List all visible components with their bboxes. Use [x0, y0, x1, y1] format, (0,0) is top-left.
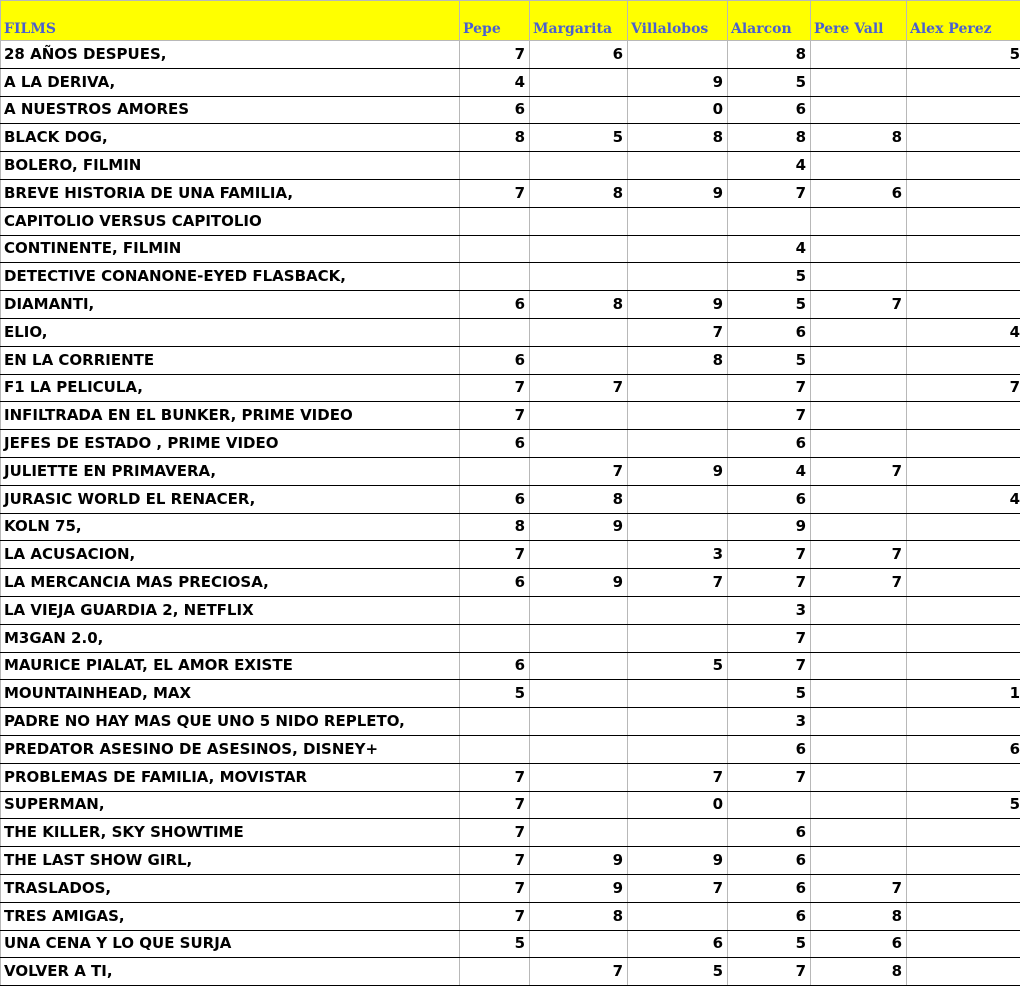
pepe-score-cell[interactable]: 7 [460, 819, 530, 847]
table-row [1, 958, 1020, 986]
alarcon-score-cell[interactable]: 6 [728, 902, 811, 930]
pere-vall-score-cell[interactable] [811, 791, 907, 819]
pere-vall-score-cell[interactable] [811, 207, 907, 235]
alex-perez-score-cell[interactable]: 4 [907, 485, 1020, 513]
margarita-score-cell[interactable] [530, 791, 628, 819]
table-row [1, 513, 1020, 541]
villalobos-score-cell[interactable] [628, 680, 728, 708]
pepe-score-cell[interactable] [460, 457, 530, 485]
pepe-score-cell[interactable]: 5 [460, 680, 530, 708]
margarita-score-cell[interactable] [530, 819, 628, 847]
villalobos-score-cell[interactable]: 9 [628, 847, 728, 875]
pepe-score-cell[interactable] [460, 958, 530, 986]
pere-vall-score-cell[interactable]: 8 [811, 958, 907, 986]
pere-vall-score-cell[interactable] [811, 819, 907, 847]
film-title-cell[interactable]: JULIETTE EN PRIMAVERA, [1, 457, 460, 485]
pepe-score-cell[interactable]: 6 [460, 346, 530, 374]
column-header-alarcon[interactable]: Alarcon [728, 1, 811, 41]
film-title-cell[interactable]: BLACK DOG, [1, 124, 460, 152]
margarita-score-cell[interactable] [530, 930, 628, 958]
table-row [1, 430, 1020, 458]
film-title-cell[interactable]: PROBLEMAS DE FAMILIA, MOVISTAR [1, 763, 460, 791]
villalobos-score-cell[interactable] [628, 624, 728, 652]
table-row [1, 179, 1020, 207]
alarcon-score-cell[interactable]: 6 [728, 847, 811, 875]
pepe-score-cell[interactable]: 8 [460, 513, 530, 541]
alarcon-score-cell[interactable]: 8 [728, 41, 811, 69]
table-row [1, 68, 1020, 96]
pepe-score-cell[interactable]: 6 [460, 430, 530, 458]
pere-vall-score-cell[interactable]: 7 [811, 291, 907, 319]
pepe-score-cell[interactable] [460, 235, 530, 263]
alex-perez-score-cell[interactable] [907, 819, 1020, 847]
alex-perez-score-cell[interactable] [907, 708, 1020, 736]
pepe-score-cell[interactable]: 7 [460, 41, 530, 69]
villalobos-score-cell[interactable] [628, 485, 728, 513]
margarita-score-cell[interactable]: 7 [530, 958, 628, 986]
film-title-cell[interactable]: LA ACUSACION, [1, 541, 460, 569]
alarcon-score-cell[interactable]: 6 [728, 735, 811, 763]
pere-vall-score-cell[interactable] [811, 318, 907, 346]
alex-perez-score-cell[interactable] [907, 152, 1020, 180]
alarcon-score-cell[interactable]: 7 [728, 402, 811, 430]
alex-perez-score-cell[interactable]: 7 [907, 374, 1020, 402]
pepe-score-cell[interactable] [460, 263, 530, 291]
margarita-score-cell[interactable]: 9 [530, 569, 628, 597]
table-row [1, 763, 1020, 791]
film-title-cell[interactable]: CAPITOLIO VERSUS CAPITOLIO [1, 207, 460, 235]
margarita-score-cell[interactable] [530, 708, 628, 736]
villalobos-score-cell[interactable]: 3 [628, 541, 728, 569]
margarita-score-cell[interactable]: 8 [530, 179, 628, 207]
alarcon-score-cell[interactable]: 5 [728, 346, 811, 374]
pere-vall-score-cell[interactable] [811, 402, 907, 430]
table-row [1, 541, 1020, 569]
margarita-score-cell[interactable]: 8 [530, 485, 628, 513]
pepe-score-cell[interactable]: 7 [460, 874, 530, 902]
margarita-score-cell[interactable] [530, 763, 628, 791]
alex-perez-score-cell[interactable] [907, 513, 1020, 541]
table-row [1, 874, 1020, 902]
alarcon-score-cell[interactable]: 3 [728, 596, 811, 624]
margarita-score-cell[interactable] [530, 68, 628, 96]
alex-perez-score-cell[interactable] [907, 96, 1020, 124]
pepe-score-cell[interactable]: 7 [460, 791, 530, 819]
villalobos-score-cell[interactable] [628, 374, 728, 402]
table-row [1, 819, 1020, 847]
alex-perez-score-cell[interactable] [907, 179, 1020, 207]
pepe-score-cell[interactable]: 7 [460, 763, 530, 791]
pere-vall-score-cell[interactable] [811, 346, 907, 374]
pepe-score-cell[interactable] [460, 318, 530, 346]
film-title-cell[interactable]: A LA DERIVA, [1, 68, 460, 96]
pepe-score-cell[interactable]: 4 [460, 68, 530, 96]
villalobos-score-cell[interactable]: 8 [628, 346, 728, 374]
pepe-score-cell[interactable]: 6 [460, 96, 530, 124]
pepe-score-cell[interactable]: 7 [460, 847, 530, 875]
film-title-cell[interactable]: THE LAST SHOW GIRL, [1, 847, 460, 875]
margarita-score-cell[interactable]: 8 [530, 291, 628, 319]
column-header-pere-vall[interactable]: Pere Vall [811, 1, 907, 41]
table-row [1, 291, 1020, 319]
villalobos-score-cell[interactable] [628, 902, 728, 930]
alex-perez-score-cell[interactable] [907, 402, 1020, 430]
pere-vall-score-cell[interactable] [811, 263, 907, 291]
villalobos-score-cell[interactable]: 9 [628, 457, 728, 485]
pere-vall-score-cell[interactable] [811, 680, 907, 708]
pere-vall-score-cell[interactable]: 6 [811, 930, 907, 958]
film-title-cell[interactable]: VOLVER A TI, [1, 958, 460, 986]
table-row [1, 346, 1020, 374]
column-header-pepe[interactable]: Pepe [460, 1, 530, 41]
film-title-cell[interactable]: JURASIC WORLD EL RENACER, [1, 485, 460, 513]
villalobos-score-cell[interactable]: 9 [628, 179, 728, 207]
pepe-score-cell[interactable] [460, 708, 530, 736]
film-title-cell[interactable]: MAURICE PIALAT, EL AMOR EXISTE [1, 652, 460, 680]
table-row [1, 569, 1020, 597]
pepe-score-cell[interactable] [460, 735, 530, 763]
pere-vall-score-cell[interactable] [811, 96, 907, 124]
alarcon-score-cell[interactable]: 3 [728, 708, 811, 736]
villalobos-score-cell[interactable] [628, 152, 728, 180]
pere-vall-score-cell[interactable] [811, 152, 907, 180]
pere-vall-score-cell[interactable] [811, 763, 907, 791]
pere-vall-score-cell[interactable] [811, 847, 907, 875]
film-title-cell[interactable]: SUPERMAN, [1, 791, 460, 819]
alarcon-score-cell[interactable]: 7 [728, 569, 811, 597]
table-row [1, 652, 1020, 680]
pepe-score-cell[interactable]: 8 [460, 124, 530, 152]
margarita-score-cell[interactable]: 9 [530, 874, 628, 902]
film-rows [1, 41, 1020, 986]
margarita-score-cell[interactable]: 5 [530, 124, 628, 152]
table-row [1, 847, 1020, 875]
alex-perez-score-cell[interactable] [907, 124, 1020, 152]
alex-perez-score-cell[interactable]: 4 [907, 318, 1020, 346]
margarita-score-cell[interactable]: 6 [530, 41, 628, 69]
film-title-cell[interactable]: BOLERO, FILMIN [1, 152, 460, 180]
pere-vall-score-cell[interactable] [811, 708, 907, 736]
table-row [1, 124, 1020, 152]
alarcon-score-cell[interactable]: 4 [728, 235, 811, 263]
villalobos-score-cell[interactable]: 6 [628, 930, 728, 958]
alarcon-score-cell[interactable] [728, 207, 811, 235]
margarita-score-cell[interactable]: 7 [530, 457, 628, 485]
pere-vall-score-cell[interactable] [811, 430, 907, 458]
alex-perez-score-cell[interactable] [907, 346, 1020, 374]
alarcon-score-cell[interactable]: 6 [728, 318, 811, 346]
table-row [1, 708, 1020, 736]
pepe-score-cell[interactable]: 7 [460, 541, 530, 569]
pere-vall-score-cell[interactable] [811, 485, 907, 513]
margarita-score-cell[interactable] [530, 652, 628, 680]
table-row [1, 596, 1020, 624]
villalobos-score-cell[interactable] [628, 513, 728, 541]
alex-perez-score-cell[interactable] [907, 763, 1020, 791]
header-row [1, 1, 1020, 41]
film-title-cell[interactable]: F1 LA PELICULA, [1, 374, 460, 402]
alarcon-score-cell[interactable]: 7 [728, 374, 811, 402]
alex-perez-score-cell[interactable] [907, 624, 1020, 652]
pepe-score-cell[interactable]: 7 [460, 179, 530, 207]
table-row [1, 791, 1020, 819]
alarcon-score-cell[interactable]: 8 [728, 124, 811, 152]
pere-vall-score-cell[interactable]: 7 [811, 874, 907, 902]
alex-perez-score-cell[interactable] [907, 291, 1020, 319]
table-row [1, 735, 1020, 763]
table-row [1, 41, 1020, 69]
alex-perez-score-cell[interactable]: 1 [907, 680, 1020, 708]
film-title-cell[interactable]: LA VIEJA GUARDIA 2, NETFLIX [1, 596, 460, 624]
film-title-cell[interactable]: MOUNTAINHEAD, MAX [1, 680, 460, 708]
alex-perez-score-cell[interactable] [907, 958, 1020, 986]
film-title-cell[interactable]: PREDATOR ASESINO DE ASESINOS, DISNEY+ [1, 735, 460, 763]
margarita-score-cell[interactable]: 9 [530, 847, 628, 875]
pere-vall-score-cell[interactable] [811, 41, 907, 69]
margarita-score-cell[interactable] [530, 541, 628, 569]
margarita-score-cell[interactable] [530, 318, 628, 346]
alarcon-score-cell[interactable]: 5 [728, 930, 811, 958]
alarcon-score-cell[interactable]: 7 [728, 958, 811, 986]
villalobos-score-cell[interactable]: 7 [628, 874, 728, 902]
alex-perez-score-cell[interactable] [907, 652, 1020, 680]
villalobos-score-cell[interactable] [628, 263, 728, 291]
pere-vall-score-cell[interactable] [811, 735, 907, 763]
alarcon-score-cell[interactable]: 6 [728, 819, 811, 847]
pepe-score-cell[interactable]: 6 [460, 652, 530, 680]
film-title-cell[interactable]: UNA CENA Y LO QUE SURJA [1, 930, 460, 958]
margarita-score-cell[interactable]: 7 [530, 374, 628, 402]
margarita-score-cell[interactable] [530, 596, 628, 624]
villalobos-score-cell[interactable] [628, 596, 728, 624]
pepe-score-cell[interactable]: 7 [460, 902, 530, 930]
film-title-cell[interactable]: TRASLADOS, [1, 874, 460, 902]
pere-vall-score-cell[interactable]: 7 [811, 541, 907, 569]
pepe-score-cell[interactable] [460, 152, 530, 180]
alex-perez-score-cell[interactable] [907, 430, 1020, 458]
margarita-score-cell[interactable] [530, 207, 628, 235]
alex-perez-score-cell[interactable] [907, 263, 1020, 291]
alex-perez-score-cell[interactable]: 5 [907, 41, 1020, 69]
pere-vall-score-cell[interactable] [811, 374, 907, 402]
table-row [1, 318, 1020, 346]
pepe-score-cell[interactable]: 6 [460, 291, 530, 319]
pere-vall-score-cell[interactable] [811, 513, 907, 541]
table-row [1, 96, 1020, 124]
film-title-cell[interactable]: EN LA CORRIENTE [1, 346, 460, 374]
villalobos-score-cell[interactable]: 9 [628, 68, 728, 96]
table-row [1, 152, 1020, 180]
villalobos-score-cell[interactable] [628, 708, 728, 736]
villalobos-score-cell[interactable] [628, 430, 728, 458]
alarcon-score-cell[interactable]: 5 [728, 291, 811, 319]
alarcon-score-cell[interactable]: 5 [728, 680, 811, 708]
pere-vall-score-cell[interactable]: 8 [811, 124, 907, 152]
alarcon-score-cell[interactable] [728, 791, 811, 819]
alex-perez-score-cell[interactable] [907, 902, 1020, 930]
pere-vall-score-cell[interactable] [811, 652, 907, 680]
villalobos-score-cell[interactable] [628, 819, 728, 847]
margarita-score-cell[interactable] [530, 430, 628, 458]
pepe-score-cell[interactable]: 5 [460, 930, 530, 958]
alarcon-score-cell[interactable]: 6 [728, 96, 811, 124]
column-header-films[interactable]: FILMS [1, 1, 460, 41]
margarita-score-cell[interactable] [530, 680, 628, 708]
pepe-score-cell[interactable] [460, 207, 530, 235]
alarcon-score-cell[interactable]: 6 [728, 874, 811, 902]
pepe-score-cell[interactable] [460, 624, 530, 652]
alex-perez-score-cell[interactable] [907, 930, 1020, 958]
alex-perez-score-cell[interactable] [907, 874, 1020, 902]
villalobos-score-cell[interactable]: 7 [628, 318, 728, 346]
margarita-score-cell[interactable] [530, 263, 628, 291]
film-title-cell[interactable]: CONTINENTE, FILMIN [1, 235, 460, 263]
pere-vall-score-cell[interactable]: 8 [811, 902, 907, 930]
pepe-score-cell[interactable]: 6 [460, 485, 530, 513]
pere-vall-score-cell[interactable] [811, 596, 907, 624]
film-title-cell[interactable]: JEFES DE ESTADO , PRIME VIDEO [1, 430, 460, 458]
film-title-cell[interactable]: PADRE NO HAY MAS QUE UNO 5 NIDO REPLETO, [1, 708, 460, 736]
table-row [1, 930, 1020, 958]
alex-perez-score-cell[interactable] [907, 596, 1020, 624]
pere-vall-score-cell[interactable]: 7 [811, 457, 907, 485]
pepe-score-cell[interactable] [460, 596, 530, 624]
villalobos-score-cell[interactable] [628, 735, 728, 763]
table-row [1, 902, 1020, 930]
villalobos-score-cell[interactable]: 9 [628, 291, 728, 319]
villalobos-score-cell[interactable]: 7 [628, 569, 728, 597]
film-title-cell[interactable]: DIAMANTI, [1, 291, 460, 319]
table-row [1, 485, 1020, 513]
table-row [1, 680, 1020, 708]
alarcon-score-cell[interactable]: 4 [728, 457, 811, 485]
pere-vall-score-cell[interactable] [811, 235, 907, 263]
alex-perez-score-cell[interactable] [907, 847, 1020, 875]
villalobos-score-cell[interactable]: 8 [628, 124, 728, 152]
alarcon-score-cell[interactable]: 6 [728, 430, 811, 458]
pere-vall-score-cell[interactable]: 6 [811, 179, 907, 207]
pepe-score-cell[interactable]: 7 [460, 402, 530, 430]
alarcon-score-cell[interactable]: 7 [728, 179, 811, 207]
villalobos-score-cell[interactable] [628, 235, 728, 263]
margarita-score-cell[interactable] [530, 96, 628, 124]
alarcon-score-cell[interactable]: 9 [728, 513, 811, 541]
alarcon-score-cell[interactable]: 5 [728, 68, 811, 96]
villalobos-score-cell[interactable]: 5 [628, 652, 728, 680]
alarcon-score-cell[interactable]: 6 [728, 485, 811, 513]
margarita-score-cell[interactable] [530, 235, 628, 263]
alex-perez-score-cell[interactable]: 6 [907, 735, 1020, 763]
column-header-villalobos[interactable]: Villalobos [628, 1, 728, 41]
film-title-cell[interactable]: A NUESTROS AMORES [1, 96, 460, 124]
film-title-cell[interactable]: THE KILLER, SKY SHOWTIME [1, 819, 460, 847]
villalobos-score-cell[interactable]: 0 [628, 96, 728, 124]
pepe-score-cell[interactable]: 7 [460, 374, 530, 402]
table-row [1, 263, 1020, 291]
column-header-margarita[interactable]: Margarita [530, 1, 628, 41]
table-row [1, 207, 1020, 235]
alex-perez-score-cell[interactable] [907, 457, 1020, 485]
margarita-score-cell[interactable]: 8 [530, 902, 628, 930]
table-row [1, 402, 1020, 430]
film-title-cell[interactable]: INFILTRADA EN EL BUNKER, PRIME VIDEO [1, 402, 460, 430]
film-title-cell[interactable]: ELIO, [1, 318, 460, 346]
villalobos-score-cell[interactable]: 7 [628, 763, 728, 791]
alarcon-score-cell[interactable]: 7 [728, 541, 811, 569]
table-row [1, 457, 1020, 485]
alex-perez-score-cell[interactable]: 5 [907, 791, 1020, 819]
table-row [1, 235, 1020, 263]
film-title-cell[interactable]: M3GAN 2.0, [1, 624, 460, 652]
film-title-cell[interactable]: KOLN 75, [1, 513, 460, 541]
film-title-cell[interactable]: LA MERCANCIA MAS PRECIOSA, [1, 569, 460, 597]
film-title-cell[interactable]: BREVE HISTORIA DE UNA FAMILIA, [1, 179, 460, 207]
margarita-score-cell[interactable] [530, 402, 628, 430]
pepe-score-cell[interactable]: 6 [460, 569, 530, 597]
villalobos-score-cell[interactable]: 0 [628, 791, 728, 819]
alarcon-score-cell[interactable]: 7 [728, 763, 811, 791]
margarita-score-cell[interactable] [530, 346, 628, 374]
alex-perez-score-cell[interactable] [907, 235, 1020, 263]
alarcon-score-cell[interactable]: 7 [728, 624, 811, 652]
alarcon-score-cell[interactable]: 7 [728, 652, 811, 680]
margarita-score-cell[interactable] [530, 152, 628, 180]
alarcon-score-cell[interactable]: 4 [728, 152, 811, 180]
villalobos-score-cell[interactable]: 5 [628, 958, 728, 986]
villalobos-score-cell[interactable] [628, 207, 728, 235]
film-title-cell[interactable]: TRES AMIGAS, [1, 902, 460, 930]
alex-perez-score-cell[interactable] [907, 68, 1020, 96]
villalobos-score-cell[interactable] [628, 402, 728, 430]
column-header-alex-perez[interactable]: Alex Perez [907, 1, 1020, 41]
pere-vall-score-cell[interactable] [811, 624, 907, 652]
pere-vall-score-cell[interactable]: 7 [811, 569, 907, 597]
margarita-score-cell[interactable]: 9 [530, 513, 628, 541]
alarcon-score-cell[interactable]: 5 [728, 263, 811, 291]
alex-perez-score-cell[interactable] [907, 541, 1020, 569]
margarita-score-cell[interactable] [530, 735, 628, 763]
film-title-cell[interactable]: 28 AÑOS DESPUES, [1, 41, 460, 69]
film-title-cell[interactable]: DETECTIVE CONANONE-EYED FLASBACK, [1, 263, 460, 291]
margarita-score-cell[interactable] [530, 624, 628, 652]
table-row [1, 624, 1020, 652]
villalobos-score-cell[interactable] [628, 41, 728, 69]
alex-perez-score-cell[interactable] [907, 569, 1020, 597]
alex-perez-score-cell[interactable] [907, 207, 1020, 235]
table-row [1, 374, 1020, 402]
pere-vall-score-cell[interactable] [811, 68, 907, 96]
